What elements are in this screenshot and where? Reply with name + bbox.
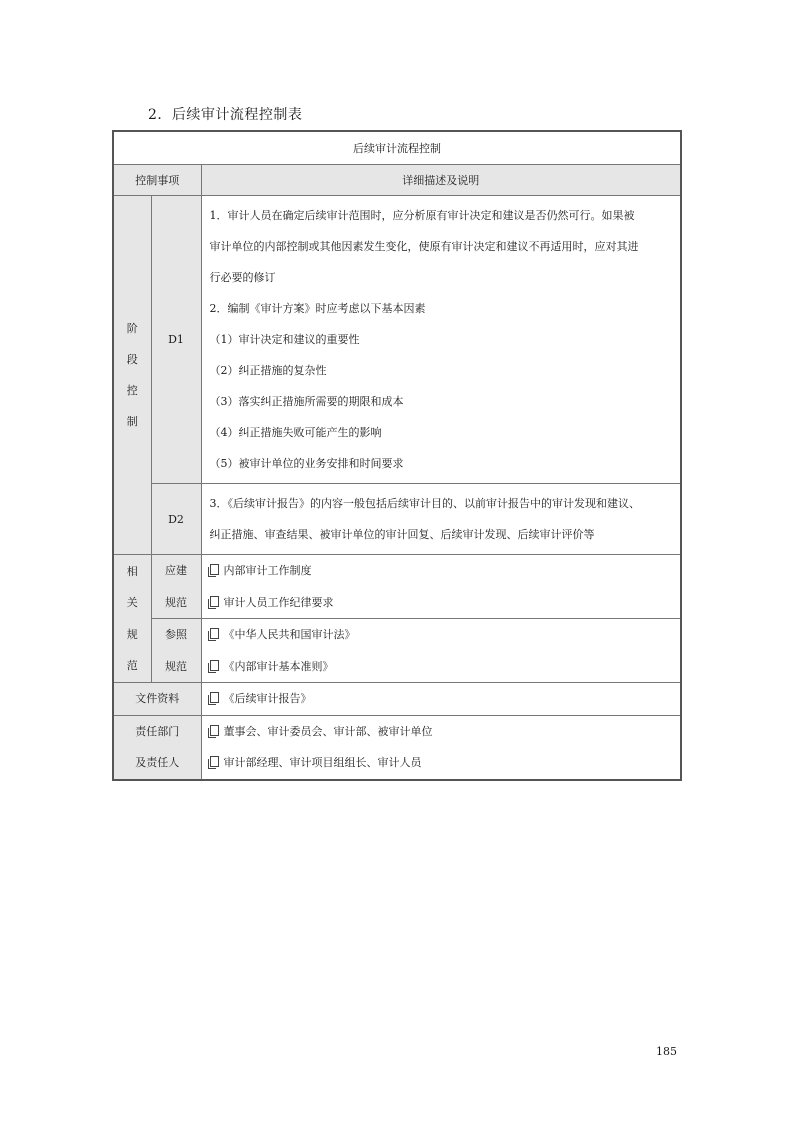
item-text: 《内部审计基本准则》 — [223, 659, 334, 673]
list-item — [210, 651, 673, 683]
document-icon — [210, 564, 219, 575]
description-line: 2．编制《审计方案》时应考虑以下基本因素 — [209, 302, 426, 315]
table-title: 后续审计流程控制 — [113, 131, 681, 165]
description-line: （1）审计决定和建议的重要性 — [209, 333, 360, 346]
list-item — [210, 619, 673, 651]
description-line: 纠正措施、审查结果、被审计单位的审计回复、后续审计发现、后续审计评价等 — [209, 528, 595, 541]
related-label-char: 规 — [126, 627, 138, 641]
stage-d1-description — [201, 196, 681, 484]
description-line: （4）纠正措施失败可能产生的影响 — [209, 426, 382, 439]
item-text: 审计人员工作纪律要求 — [223, 595, 334, 609]
related-label-char: 关 — [126, 596, 138, 609]
item-text: 内部审计工作制度 — [223, 564, 312, 577]
responsibility-label — [113, 715, 201, 780]
document-icon — [210, 628, 219, 639]
responsibility-items — [201, 715, 681, 780]
stage-label-char: 控 — [126, 384, 138, 397]
sub-label-line: 应建 — [165, 564, 187, 577]
item-text: 《中华人民共和国审计法》 — [223, 628, 356, 641]
required-norms-label — [151, 555, 201, 619]
section-heading: 2．后续审计流程控制表 — [148, 107, 303, 123]
item-text: 《后续审计报告》 — [223, 692, 312, 705]
label-line: 责任部门 — [135, 724, 180, 738]
header-control-item: 控制事项 — [113, 165, 201, 196]
description-line: （3）落实纠正措施所需要的期限和成本 — [209, 395, 404, 408]
required-norms-items — [201, 555, 681, 619]
description-line: 审计单位的内部控制或其他因素发生变化，使原有审计决定和建议不再适用时，应对其进 — [209, 240, 639, 253]
list-item — [210, 747, 673, 779]
list-item — [210, 683, 673, 715]
sub-label-line: 参照 — [165, 628, 187, 641]
header-description: 详细描述及说明 — [201, 165, 681, 196]
reference-norms-items — [201, 619, 681, 683]
description-line: （5）被审计单位的业务安排和时间要求 — [209, 457, 404, 470]
reference-norms-label — [151, 619, 201, 683]
stage-label-char: 制 — [126, 415, 138, 428]
item-text: 董事会、审计委员会、审计部、被审计单位 — [223, 724, 433, 738]
list-item — [210, 587, 673, 619]
related-norms-label — [113, 555, 151, 683]
stage-label-char: 段 — [126, 353, 138, 366]
stage-code-d2: D2 — [151, 484, 201, 555]
document-icon — [210, 596, 219, 607]
label-line: 及责任人 — [135, 756, 180, 769]
sub-label-line: 规范 — [165, 595, 187, 609]
related-label-char: 范 — [126, 659, 138, 672]
sub-label-line: 规范 — [165, 659, 187, 673]
related-label-char: 相 — [126, 564, 138, 578]
audit-control-table — [112, 130, 682, 781]
description-line: 行必要的修订 — [209, 271, 276, 284]
documents-items — [201, 683, 681, 716]
page-number: 185 — [656, 1045, 677, 1058]
description-line: 1．审计人员在确定后续审计范围时，应分析原有审计决定和建议是否仍然可行。如果被 — [209, 209, 635, 222]
item-text: 审计部经理、审计项目组组长、审计人员 — [223, 756, 422, 769]
document-icon — [210, 725, 219, 736]
stage-control-label — [113, 196, 151, 555]
stage-label-char: 阶 — [126, 322, 138, 335]
document-icon — [210, 660, 219, 671]
description-line: 3．《后续审计报告》的内容一般包括后续审计目的、以前审计报告中的审计发现和建议、 — [209, 497, 640, 510]
stage-code-d1: D1 — [151, 196, 201, 484]
document-icon — [210, 756, 219, 767]
document-icon — [210, 692, 219, 703]
description-line: （2）纠正措施的复杂性 — [209, 364, 327, 377]
documents-label: 文件资料 — [113, 683, 201, 716]
list-item — [210, 716, 673, 748]
stage-d2-description — [201, 484, 681, 555]
list-item — [210, 555, 673, 587]
